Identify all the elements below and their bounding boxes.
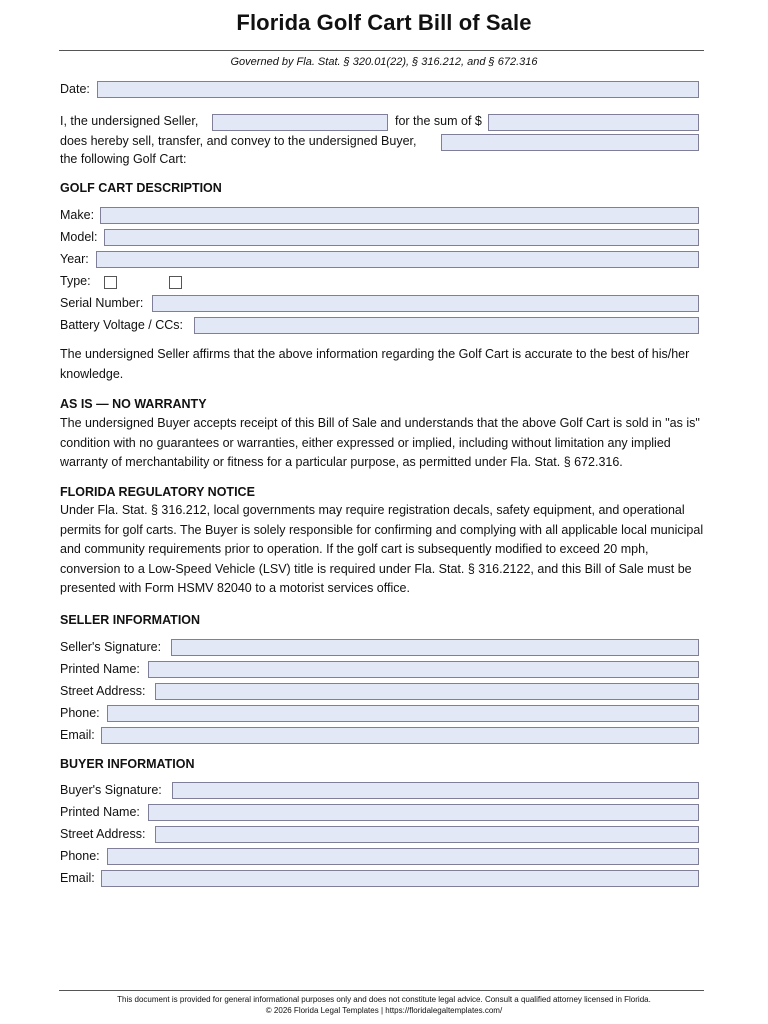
- make-label: Make:: [60, 208, 95, 222]
- buyer-phone-field[interactable]: [107, 848, 699, 865]
- year-row: [60, 249, 89, 269]
- buyer-signature-row: [60, 780, 162, 800]
- regulatory-text: Under Fla. Stat. § 316.212, local governments may require registration decals, safety equipment, and operational permits for golf carts. The Buyer is solely responsible for confirming and complying with all applicable local municipal and community requirements prior to operation. If the golf cart is subsequently modified to exceed 20 mph, conversion to a Low-Speed Vehicle (LSV) title is required under Fla. Stat. § 316.2122, and this Bill of Sale must be presented with Form HSMV 82040 to a motorist services office.: [60, 503, 704, 595]
- document-subtitle: Governed by Fla. Stat. § 320.01(22), § 316.212, and § 672.316: [230, 56, 538, 68]
- battery-label: Battery Voltage / CCs:: [60, 318, 183, 332]
- description-heading: GOLF CART DESCRIPTION: [60, 181, 222, 195]
- battery-voltage-field[interactable]: [194, 317, 699, 334]
- battery-row: [60, 315, 183, 335]
- as-is-text: The undersigned Buyer accepts receipt of this Bill of Sale and understands that the above Golf Cart is sold in "as is" condition with no guarantees or warranties, either expressed or implied, including without limitation any implied warranty of merchantability or fitness for a particular purpose, as permitted under Fla. Stat. § 672.316.: [60, 416, 700, 469]
- year-label: Year:: [60, 252, 89, 266]
- as-is-heading: AS IS — NO WARRANTY: [60, 397, 207, 411]
- seller-email-label: Email:: [60, 728, 95, 742]
- buyer-name-row: [60, 802, 140, 822]
- following-text: the following Golf Cart:: [60, 152, 187, 166]
- title-divider: [59, 50, 704, 51]
- buyer-email-label: Email:: [60, 871, 95, 885]
- seller-phone-field[interactable]: [107, 705, 699, 722]
- buyer-signature-field[interactable]: [172, 782, 699, 799]
- buyer-address-label: Street Address:: [60, 827, 146, 841]
- seller-address-label: Street Address:: [60, 684, 146, 698]
- buyer-printed-name-field[interactable]: [148, 804, 699, 821]
- year-field[interactable]: [96, 251, 699, 268]
- buyer-name-intro-field[interactable]: [441, 134, 699, 151]
- buyer-phone-row: [60, 846, 100, 866]
- seller-name-row: [60, 659, 140, 679]
- seller-heading: SELLER INFORMATION: [60, 613, 201, 627]
- seller-address-row: [60, 681, 145, 701]
- seller-email-field[interactable]: [101, 727, 699, 744]
- buyer-heading: BUYER INFORMATION: [60, 757, 195, 771]
- seller-signature-label: Seller's Signature:: [60, 640, 162, 654]
- seller-printed-name-field[interactable]: [148, 661, 699, 678]
- type-checkbox-1[interactable]: [104, 276, 117, 289]
- sum-row: [395, 111, 482, 131]
- buyer-phone-label: Phone:: [60, 849, 100, 863]
- affirmation-text: The undersigned Seller affirms that the above information regarding the Golf Cart is accurate to the best of his/her knowledge.: [60, 347, 690, 381]
- seller-intro-label: I, the undersigned Seller,: [60, 114, 199, 128]
- footer-divider: [59, 990, 704, 991]
- footer-copyright: © 2026 Florida Legal Templates | https://floridalegaltemplates.com/: [265, 1006, 503, 1015]
- type-row: [60, 271, 91, 291]
- seller-signature-row: [60, 637, 161, 657]
- serial-number-field[interactable]: [152, 295, 699, 312]
- convey-row: [60, 131, 416, 151]
- convey-text: does hereby sell, transfer, and convey to the undersigned Buyer,: [60, 134, 417, 148]
- regulatory-heading: FLORIDA REGULATORY NOTICE: [60, 485, 255, 499]
- seller-address-field[interactable]: [155, 683, 699, 700]
- buyer-address-row: [60, 824, 145, 844]
- seller-phone-label: Phone:: [60, 706, 100, 720]
- model-row: [60, 227, 98, 247]
- sum-label: for the sum of $: [395, 114, 482, 128]
- footer-disclaimer: This document is provided for general informational purposes only and does not constitute legal advice. Consult a qualified attorney licensed in Florida.: [117, 995, 651, 1004]
- buyer-email-row: [60, 868, 95, 888]
- buyer-email-field[interactable]: [101, 870, 699, 887]
- date-label: Date:: [60, 82, 90, 96]
- seller-intro-row: [60, 111, 198, 131]
- footer: [0, 994, 768, 1016]
- seller-name-label: Printed Name:: [60, 662, 140, 676]
- date-row: [60, 79, 90, 99]
- model-label: Model:: [60, 230, 98, 244]
- seller-email-row: [60, 725, 95, 745]
- following-row: [60, 149, 186, 169]
- buyer-name-label: Printed Name:: [60, 805, 140, 819]
- serial-row: [60, 293, 143, 313]
- make-field[interactable]: [100, 207, 699, 224]
- make-row: [60, 205, 94, 225]
- seller-phone-row: [60, 703, 100, 723]
- seller-name-intro-field[interactable]: [212, 114, 388, 131]
- model-field[interactable]: [104, 229, 699, 246]
- serial-label: Serial Number:: [60, 296, 144, 310]
- type-label: Type:: [60, 274, 91, 288]
- seller-signature-field[interactable]: [171, 639, 699, 656]
- sale-price-field[interactable]: [488, 114, 699, 131]
- buyer-signature-label: Buyer's Signature:: [60, 783, 162, 797]
- date-field[interactable]: [97, 81, 699, 98]
- type-checkbox-2[interactable]: [169, 276, 182, 289]
- document-title: Florida Golf Cart Bill of Sale: [236, 10, 532, 35]
- buyer-address-field[interactable]: [155, 826, 699, 843]
